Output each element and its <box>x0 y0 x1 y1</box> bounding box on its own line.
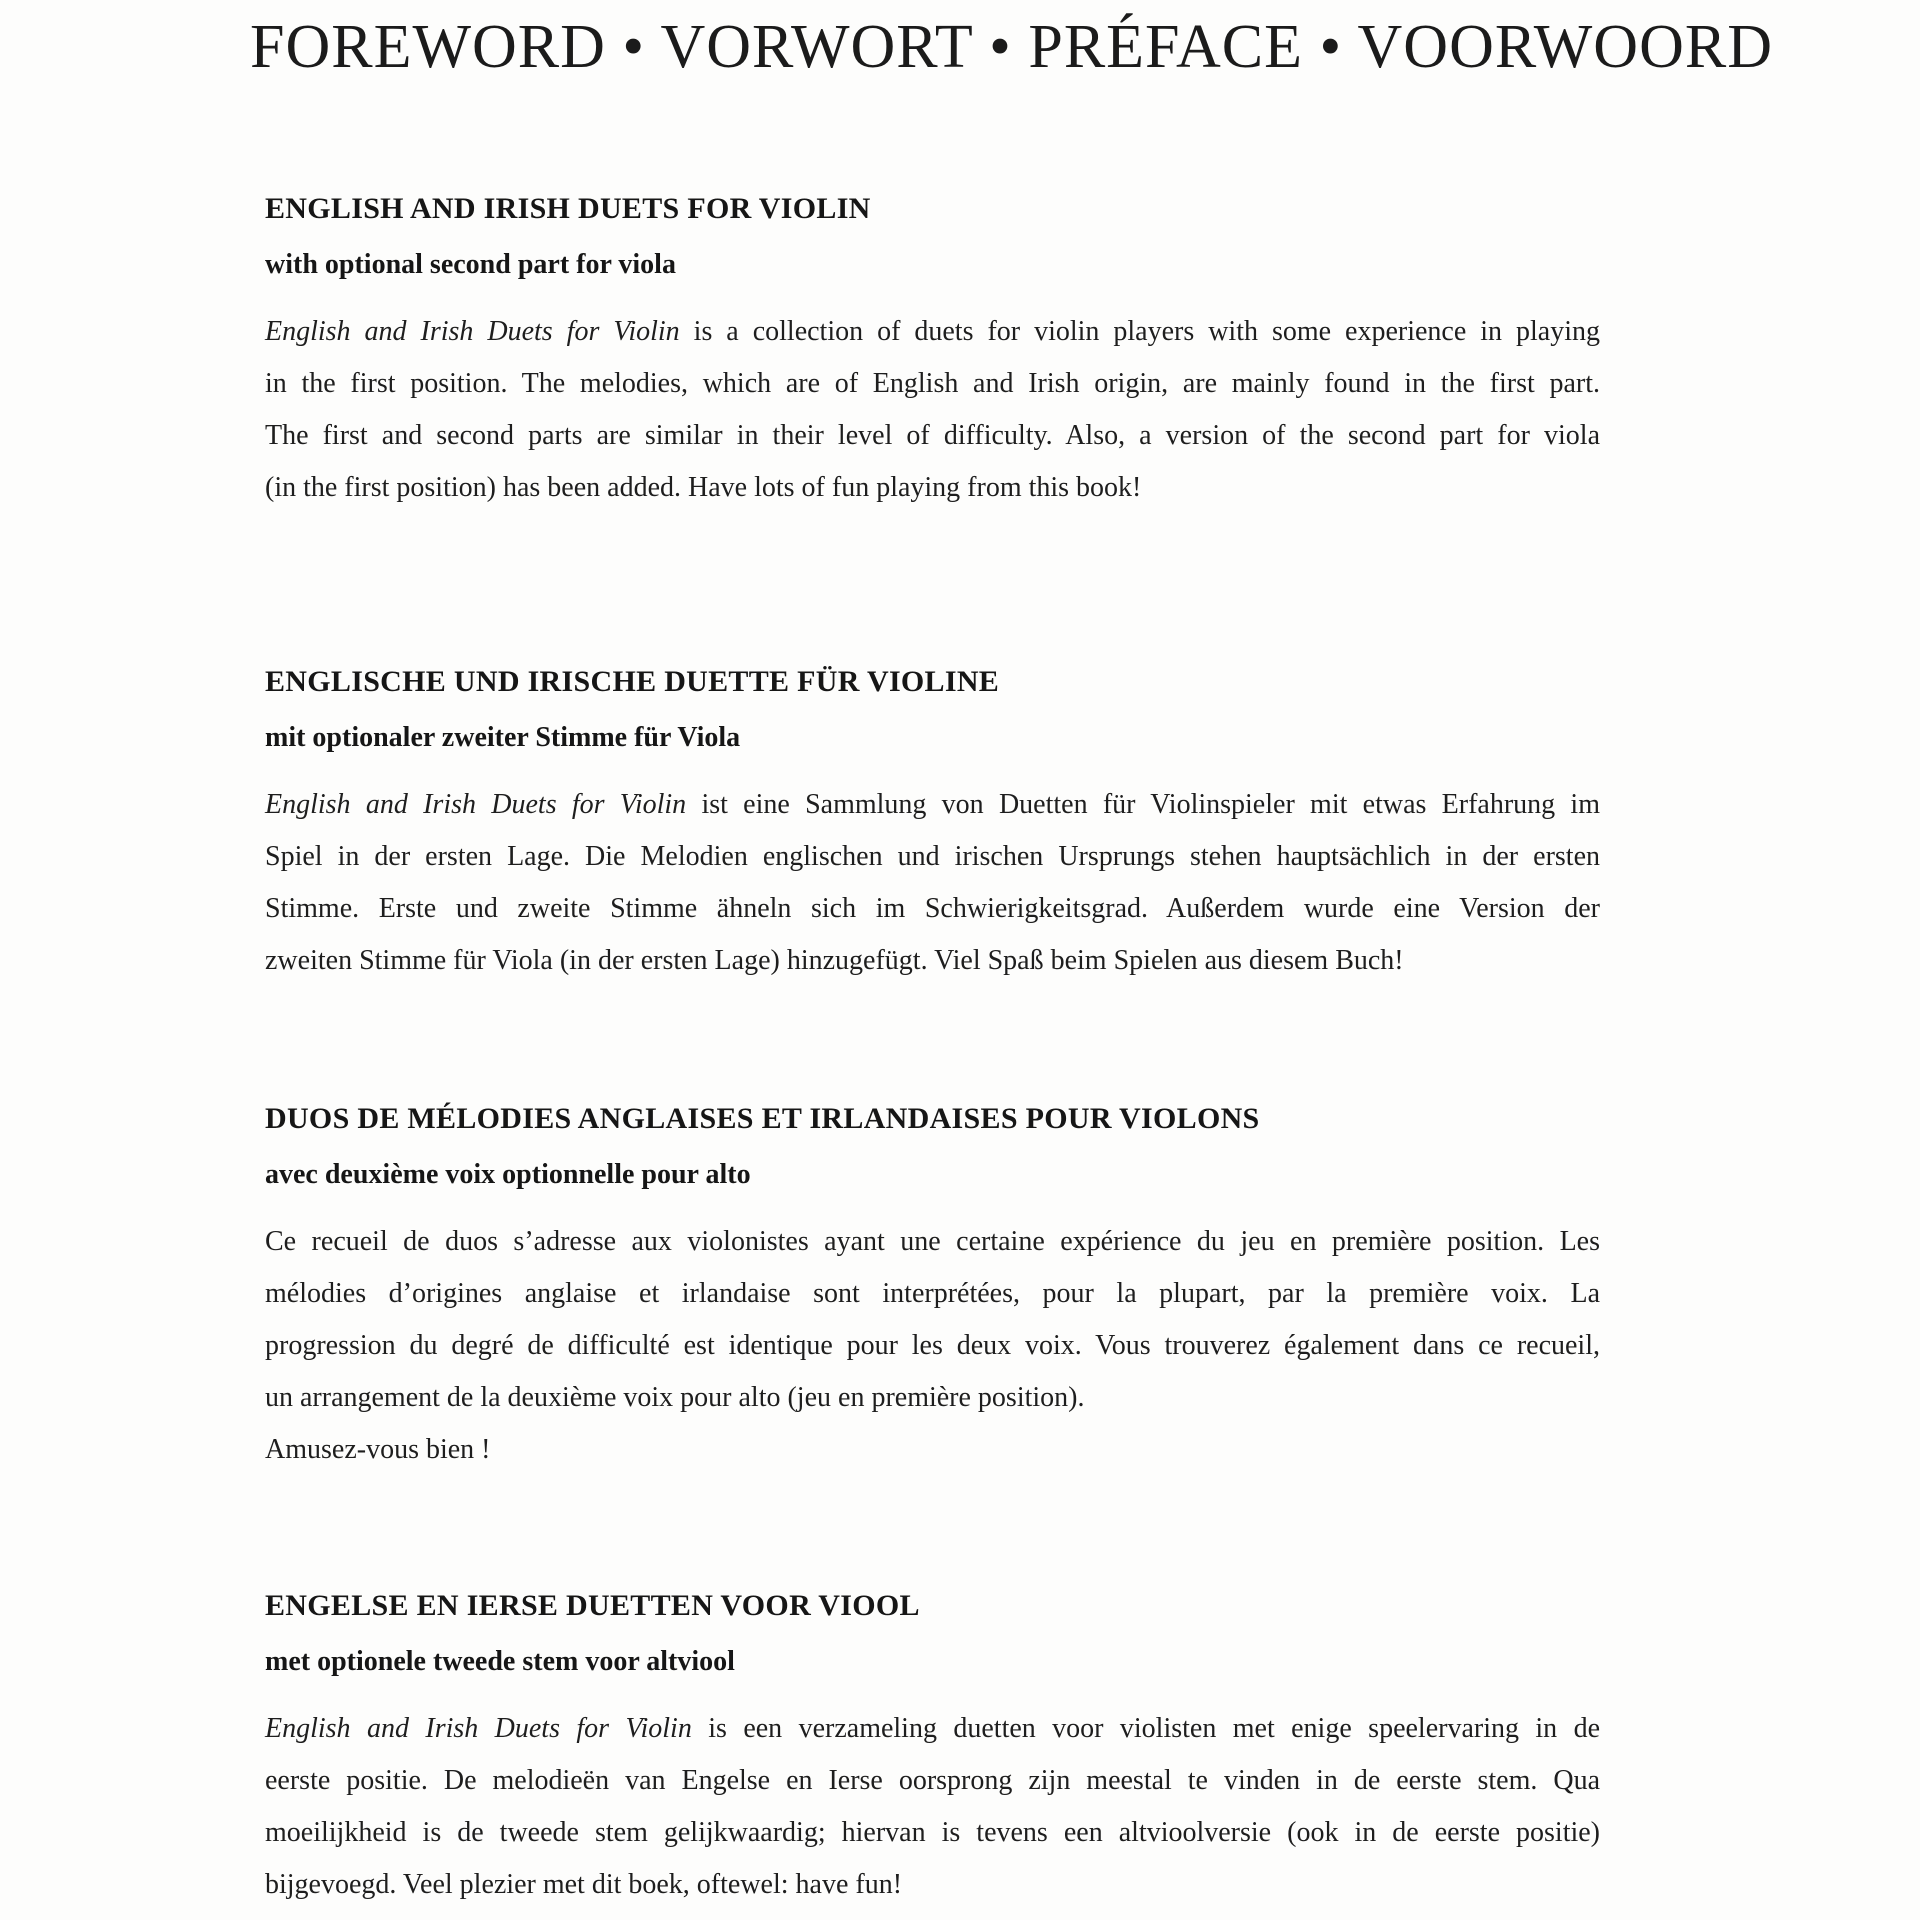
body-line: zweiten Stimme für Viola (in der ersten Lage) hinzugefügt. Viel Spaß beim Spielen aus diesem Buch! <box>265 945 1404 976</box>
body-line: un arrangement de la deuxième voix pour alto (jeu en première position). <box>265 1382 1085 1413</box>
body-line: English and Irish Duets for Violin ist eine Sammlung von Duetten für Violinspieler mit etwas Erfahrung im <box>265 789 1600 820</box>
body-line: Ce recueil de duos s’adresse aux violonistes ayant une certaine expérience du jeu en première position. Les <box>265 1226 1600 1257</box>
section-subheading: met optionele tweede stem voor altviool <box>265 1646 735 1677</box>
book-title-italic: English and Irish Duets for Violin <box>265 789 687 820</box>
section-subheading: mit optionaler zweiter Stimme für Viola <box>265 722 741 753</box>
section-body <box>265 1216 1600 1476</box>
section-heading: ENGLISCHE UND IRISCHE DUETTE FÜR VIOLINE <box>265 665 1000 698</box>
body-line: Amusez-vous bien ! <box>265 1434 491 1465</box>
section-body <box>265 779 1600 987</box>
page-title: FOREWORD • VORWORT • PRÉFACE • VOORWOORD <box>250 13 1773 81</box>
section-heading: DUOS DE MÉLODIES ANGLAISES ET IRLANDAISES POUR VIOLONS <box>265 1102 1260 1135</box>
body-line: progression du degré de difficulté est identique pour les deux voix. Vous trouverez également dans ce recueil, <box>265 1330 1600 1361</box>
section-body <box>265 306 1600 514</box>
book-title-italic: English and Irish Duets for Violin <box>265 1713 692 1744</box>
section-dutch <box>265 1588 1600 1911</box>
body-line: moeilijkheid is de tweede stem gelijkwaardig; hiervan is tevens een altvioolversie (ook in de eerste positie) <box>265 1817 1600 1848</box>
text-column <box>265 191 1600 1911</box>
section-subheading: avec deuxième voix optionnelle pour alto <box>265 1159 751 1190</box>
section-subheading: with optional second part for viola <box>265 249 676 280</box>
body-line: Stimme. Erste und zweite Stimme ähneln sich im Schwierigkeitsgrad. Außerdem wurde eine Version der <box>265 893 1600 924</box>
body-line: Spiel in der ersten Lage. Die Melodien englischen und irischen Ursprungs stehen hauptsächlich in der ersten <box>265 841 1600 872</box>
section-heading: ENGELSE EN IERSE DUETTEN VOOR VIOOL <box>265 1589 920 1622</box>
page-title-wrap <box>250 0 1773 83</box>
body-line: eerste positie. De melodieën van Engelse en Ierse oorsprong zijn meestal te vinden in de eerste stem. Qua <box>265 1765 1600 1796</box>
body-line: in the first position. The melodies, which are of English and Irish origin, are mainly found in the first part. <box>265 368 1600 399</box>
body-line: The first and second parts are similar in their level of difficulty. Also, a version of the second part for viola <box>265 420 1600 451</box>
section-heading: ENGLISH AND IRISH DUETS FOR VIOLIN <box>265 192 871 225</box>
body-line: English and Irish Duets for Violin is a collection of duets for violin players with some experience in playing <box>265 316 1600 347</box>
section-french <box>265 1101 1600 1476</box>
body-line: (in the first position) has been added. Have lots of fun playing from this book! <box>265 472 1142 503</box>
section-body <box>265 1703 1600 1911</box>
body-line: bijgevoegd. Veel plezier met dit boek, oftewel: have fun! <box>265 1869 903 1900</box>
body-line: English and Irish Duets for Violin is een verzameling duetten voor violisten met enige speelervaring in de <box>265 1713 1600 1744</box>
section-english <box>265 191 1600 514</box>
book-title-italic: English and Irish Duets for Violin <box>265 316 680 347</box>
section-german <box>265 664 1600 987</box>
body-line: mélodies d’origines anglaise et irlandaise sont interprétées, pour la plupart, par la première voix. La <box>265 1278 1600 1309</box>
